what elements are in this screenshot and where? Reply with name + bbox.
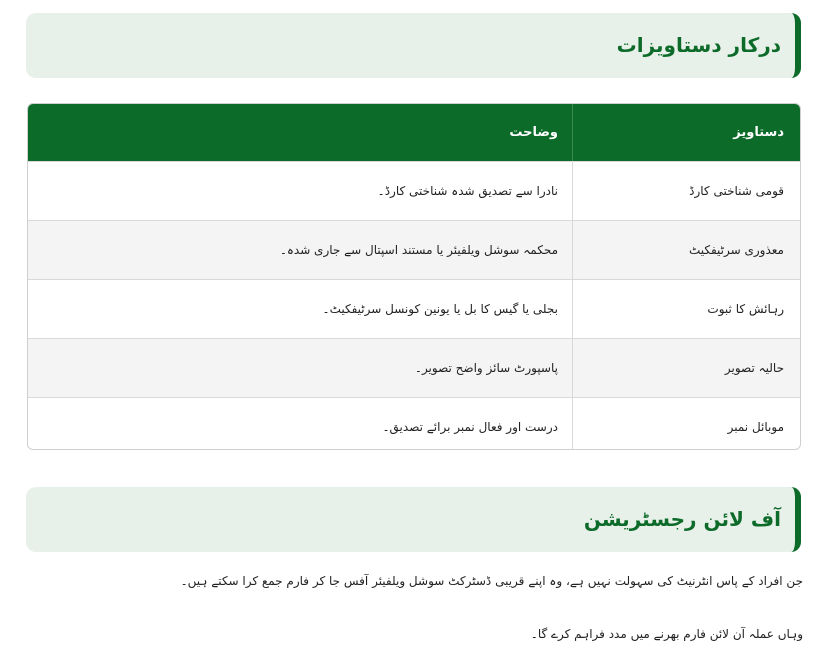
required-documents-header: [26, 13, 801, 78]
column-header-document: دستاویز: [572, 104, 800, 161]
offline-registration-header: [26, 487, 801, 552]
offline-registration-paragraph: جن افراد کے پاس انٹرنیٹ کی سہولت نہیں ہے، وہ اپنے قریبی ڈسٹرکٹ سوشل ویلفیئر آفس جا کر فارم جمع کرا سکتے ہیں۔: [180, 574, 803, 588]
section-title: درکار دستاویزات: [616, 33, 781, 57]
table-row: [28, 279, 800, 338]
documents-table: [27, 103, 801, 450]
document-cell: قومی شناختی کارڈ: [572, 162, 800, 220]
table-row: [28, 338, 800, 397]
table-row: [28, 220, 800, 279]
table-row: [28, 397, 800, 450]
description-cell: نادرا سے تصدیق شدہ شناختی کارڈ۔: [377, 184, 558, 198]
description-cell: پاسپورٹ سائز واضح تصویر۔: [414, 361, 558, 375]
document-cell: موبائل نمبر: [572, 398, 800, 450]
column-header-description: وضاحت: [509, 125, 558, 140]
table-row: [28, 161, 800, 220]
description-cell: محکمہ سوشل ویلفیئر یا مستند اسپتال سے جاری شدہ۔: [279, 243, 558, 257]
assistance-paragraph: وہاں عملہ آن لائن فارم بھرنے میں مدد فراہم کرے گا۔: [530, 627, 803, 641]
document-cell: رہائش کا ثبوت: [572, 280, 800, 338]
description-cell: بجلی یا گیس کا بل یا یونین کونسل سرٹیفکیٹ۔: [322, 302, 558, 316]
section-title: آف لائن رجسٹریشن: [583, 507, 781, 531]
document-cell: معذوری سرٹیفکیٹ: [572, 221, 800, 279]
table-header-row: [28, 104, 800, 161]
document-cell: حالیہ تصویر: [572, 339, 800, 397]
description-cell: درست اور فعال نمبر برائے تصدیق۔: [382, 420, 558, 434]
